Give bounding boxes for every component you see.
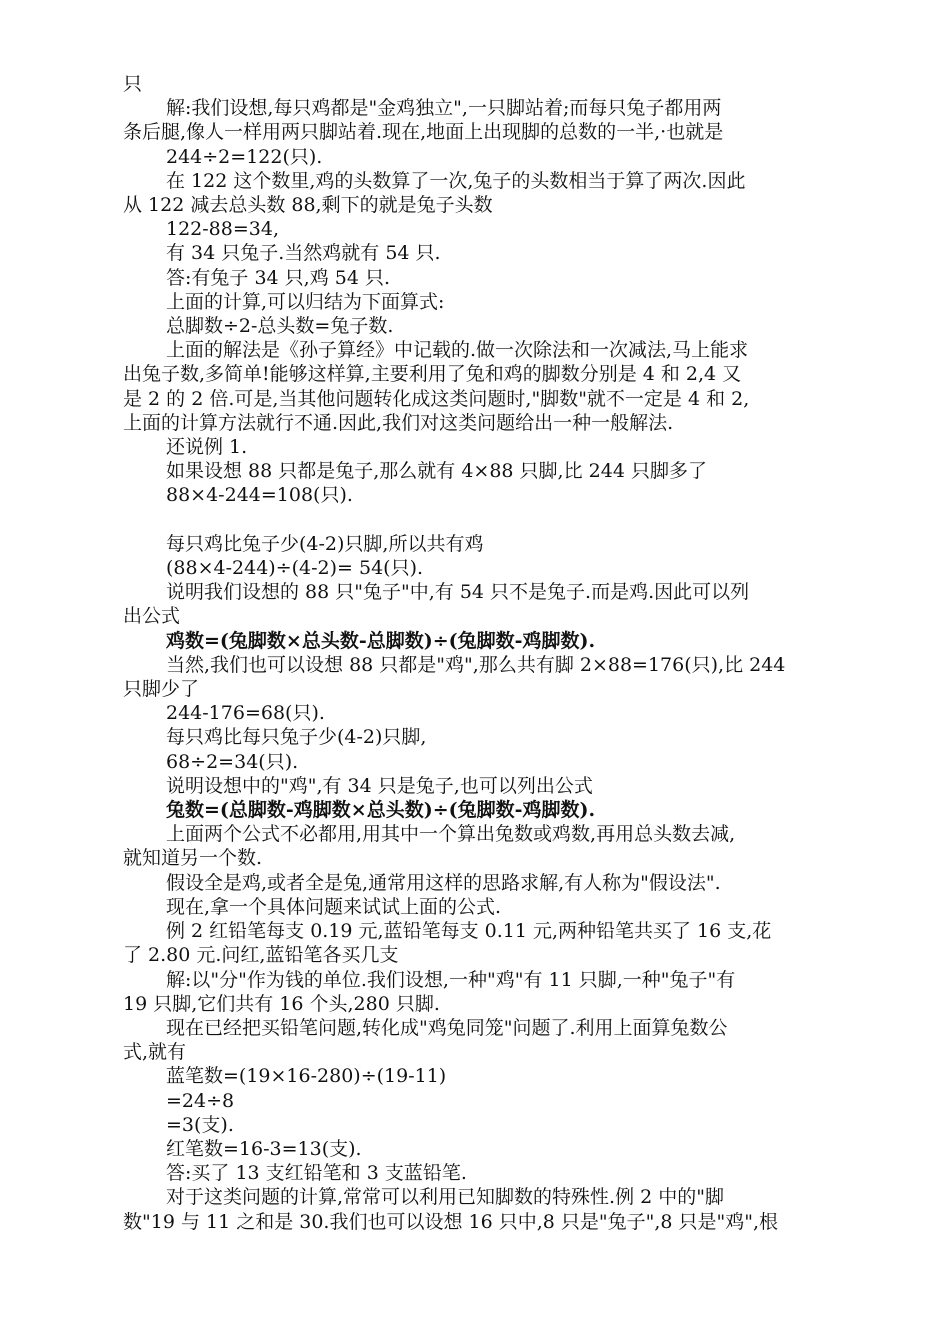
text-line: 244÷2=122(只). <box>166 145 323 168</box>
text-line: 上面的解法是《孙子算经》中记载的.做一次除法和一次减法,马上能求 <box>166 339 749 362</box>
text-line: 上面的计算方法就行不通.因此,我们对这类问题给出一种一般解法. <box>123 411 674 434</box>
text-line: 只脚少了 <box>123 678 200 701</box>
text-line: 就知道另一个数. <box>123 847 263 870</box>
text-line: 对于这类问题的计算,常常可以利用已知脚数的特殊性.例 2 中的"脚 <box>166 1186 724 1209</box>
text-line: 88×4-244=108(只). <box>166 484 353 507</box>
text-line: 68÷2=34(只). <box>166 750 299 773</box>
text-line: 在 122 这个数里,鸡的头数算了一次,兔子的头数相当于算了两次.因此 <box>166 169 746 192</box>
text-line: 蓝笔数=(19×16-280)÷(19-11) <box>166 1065 447 1088</box>
text-line: 244-176=68(只). <box>166 702 325 725</box>
text-line: 答:买了 13 支红铅笔和 3 支蓝铅笔. <box>166 1162 467 1185</box>
text-line: 从 122 减去总头数 88,剩下的就是兔子头数 <box>123 194 493 217</box>
text-line: 现在,拿一个具体问题来试试上面的公式. <box>166 895 502 918</box>
text-line: 条后腿,像人一样用两只脚站着.现在,地面上出现脚的总数的一半,·也就是 <box>123 121 724 144</box>
formula-chicken: 鸡数=(兔脚数×总头数-总脚数)÷(兔脚数-鸡脚数). <box>166 629 596 652</box>
text-line: 解:我们设想,每只鸡都是"金鸡独立",一只脚站着;而每只兔子都用两 <box>166 97 722 120</box>
text-line: 说明设想中的"鸡",有 34 只是兔子,也可以列出公式 <box>166 774 593 797</box>
text-line: 有 34 只兔子.当然鸡就有 54 只. <box>166 242 441 265</box>
text-line: =24÷8 <box>166 1089 235 1112</box>
text-line: 如果设想 88 只都是兔子,那么就有 4×88 只脚,比 244 只脚多了 <box>166 460 707 483</box>
text-line: 19 只脚,它们共有 16 个头,280 只脚. <box>123 992 440 1015</box>
text-line: 数"19 与 11 之和是 30.我们也可以设想 16 只中,8 只是"兔子",8 只是"鸡",根 <box>123 1210 779 1233</box>
text-line: 每只鸡比每只兔子少(4-2)只脚, <box>166 726 427 749</box>
text-line: 式,就有 <box>123 1041 187 1064</box>
text-line: 出公式 <box>123 605 181 628</box>
text-line: 了 2.80 元.问红,蓝铅笔各买几支 <box>123 944 399 967</box>
text-line: 是 2 的 2 倍.可是,当其他问题转化成这类问题时,"脚数"就不一定是 4 和 2, <box>123 387 750 410</box>
document-body <box>123 72 833 1234</box>
text-line: 例 2 红铅笔每支 0.19 元,蓝铅笔每支 0.11 元,两种铅笔共买了 16 支,花 <box>166 920 772 943</box>
text-line: 还说例 1. <box>166 436 248 459</box>
text-line: 每只鸡比兔子少(4-2)只脚,所以共有鸡 <box>166 532 484 555</box>
text-line: (88×4-244)÷(4-2)= 54(只). <box>166 557 424 580</box>
text-line: 上面的计算,可以归结为下面算式: <box>166 290 445 313</box>
text-line: 红笔数=16-3=13(支). <box>166 1137 362 1160</box>
text-line: 122-88=34, <box>166 218 279 241</box>
text-line: 当然,我们也可以设想 88 只都是"鸡",那么共有脚 2×88=176(只),比 244 <box>166 653 786 676</box>
text-line: 出兔子数,多简单!能够这样算,主要利用了兔和鸡的脚数分别是 4 和 2,4 又 <box>123 363 742 386</box>
text-line: 解:以"分"作为钱的单位.我们设想,一种"鸡"有 11 只脚,一种"兔子"有 <box>166 968 736 991</box>
blank-line <box>123 508 833 532</box>
text-line: 答:有兔子 34 只,鸡 54 只. <box>166 266 390 289</box>
formula-rabbit: 兔数=(总脚数-鸡脚数×总头数)÷(兔脚数-鸡脚数). <box>166 799 596 822</box>
text-line: 上面两个公式不必都用,用其中一个算出兔数或鸡数,再用总头数去减, <box>166 823 736 846</box>
text-line: 总脚数÷2-总头数=兔子数. <box>166 315 394 338</box>
text-line: 现在已经把买铅笔问题,转化成"鸡兔同笼"问题了.利用上面算兔数公 <box>166 1016 728 1039</box>
text-line: 假设全是鸡,或者全是兔,通常用这样的思路求解,有人称为"假设法". <box>166 871 721 894</box>
text-line: 说明我们设想的 88 只"兔子"中,有 54 只不是兔子.而是鸡.因此可以列 <box>166 581 750 604</box>
text-line: =3(支). <box>166 1113 234 1136</box>
text-line: 只 <box>123 73 143 95</box>
